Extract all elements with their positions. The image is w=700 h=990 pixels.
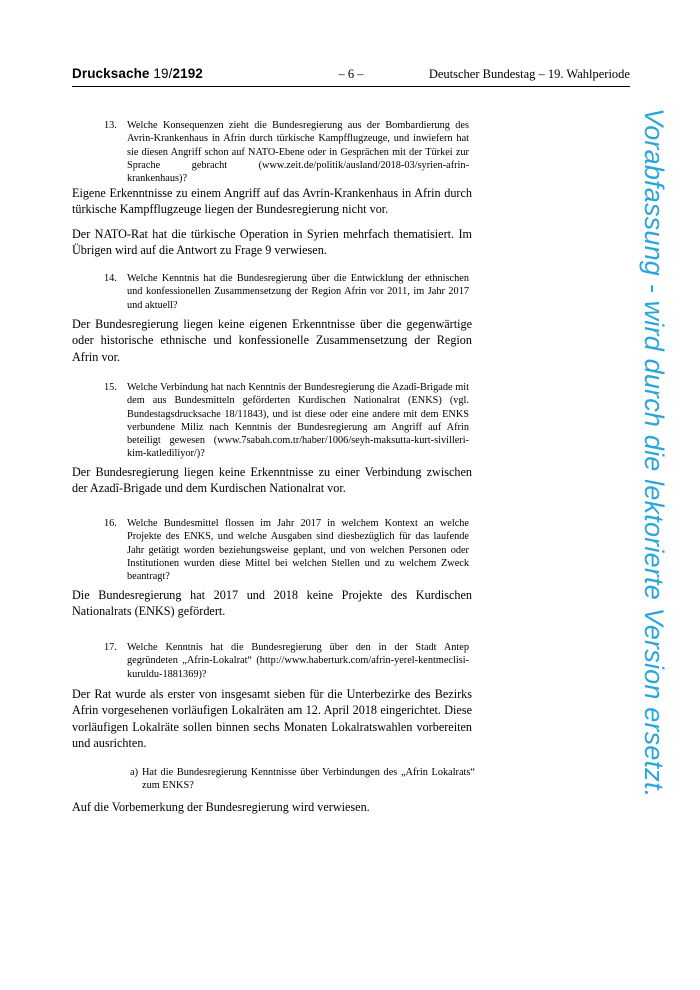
doc-number: 2192 — [172, 66, 203, 81]
doc-period: 19/ — [153, 66, 173, 81]
question-text: Welche Kenntnis hat die Bundesregierung über den in der Stadt Antep gegründeten „Afrin-Lokalrat“ (http://www.haberturk.com/afrin-yerel-kentmeclisi-kuruldu-1881369)? — [127, 642, 469, 680]
answer-paragraph: Der Rat wurde als erster von insgesamt sieben für die Unterbezirke des Bezirks Afrin vorgesehenen vorläufigen Lokalräten am 12. April 2018 eingerichtet. Diese vorläufigen Lokalräte sollen binnen sechs Monaten Lokalratswahlen vorbereiten und ausrichten. — [72, 687, 472, 751]
page-header — [72, 66, 630, 87]
sub-question-block — [130, 766, 475, 793]
question-number: 13. — [104, 120, 117, 131]
draft-watermark — [634, 108, 684, 908]
doc-label: Drucksache — [72, 66, 150, 81]
answer-paragraph: Der NATO-Rat hat die türkische Operation in Syrien mehrfach thematisiert. Im Übrigen wird auf die Antwort zu Frage 9 verwiesen. — [72, 227, 472, 258]
page-number: – 6 – — [338, 67, 364, 81]
question-number: 15. — [104, 382, 117, 393]
answer-paragraph: Eigene Erkenntnisse zu einem Angriff auf das Avrin-Krankenhaus in Afrin durch türkische Kampfflugzeuge liegen der Bundesregierung nicht vor. — [72, 186, 472, 217]
question-number: a) — [130, 767, 138, 778]
question-block — [104, 381, 469, 461]
question-block — [104, 272, 469, 312]
question-block — [104, 119, 469, 185]
question-number: 17. — [104, 642, 117, 653]
question-text: Welche Bundesmittel flossen im Jahr 2017 in welchem Kontext an welche Projekte des ENKS, und welche Ausgaben sind diesbezüglich für das laufende Jahr getätigt worden beziehungsweise geplant, und von welchen Personen oder Institutionen wurden diese Mittel bei welchen Stellen und zu welchem Zweck beantragt? — [127, 518, 469, 583]
question-text: Welche Kenntnis hat die Bundesregierung über die Entwicklung der ethnischen und konfessionellen Zusammensetzung der Region Afrin vor 2011, im Jahr 2017 und aktuell? — [127, 273, 469, 311]
question-text: Welche Verbindung hat nach Kenntnis der Bundesregierung die Azadî-Brigade mit dem aus Bundesmitteln geförderten Kurdischen Nationalrat (ENKS) (vgl. Bundestagsdrucksache 18/11843), und ist diese oder eine andere mit dem ENKS verbundene Miliz nach Kenntnis der Bundesregierung am Angriff auf Afrin beteiligt gewesen (www.7sabah.com.tr/haber/1006/seyh-maksutta-kurt-sivilleri-kim-katlediliyor/)? — [127, 382, 469, 460]
question-block — [104, 641, 469, 681]
draft-watermark-text: Vorabfassung - wird durch die lektorierte Version ersetzt. — [639, 108, 669, 798]
institution-period: Deutscher Bundestag – 19. Wahlperiode — [428, 67, 630, 81]
answer-paragraph: Die Bundesregierung hat 2017 und 2018 keine Projekte des Kurdischen Nationalrats (ENKS) gefördert. — [72, 588, 472, 619]
question-text: Welche Konsequenzen zieht die Bundesregierung aus der Bombardierung des Avrin-Krankenhaus in Afrin durch türkische Kampfflugzeuge, und inwiefern hat sie diesen Angriff schon auf NATO-Ebene oder in Gesprächen mit der Türkei zur Sprache gebracht (www.zeit.de/politik/ausland/2018-03/syrien-afrin-krankenhaus)? — [127, 120, 469, 185]
question-number: 14. — [104, 273, 117, 284]
answer-paragraph: Der Bundesregierung liegen keine Erkenntnisse zu einer Verbindung zwischen der Azadî-Brigade und dem Kurdischen Nationalrat vor. — [72, 465, 472, 496]
question-text: Hat die Bundesregierung Kenntnisse über Verbindungen des „Afrin Lokalrats“ zum ENKS? — [142, 767, 475, 792]
question-block — [104, 517, 469, 583]
question-number: 16. — [104, 518, 117, 529]
answer-paragraph: Auf die Vorbemerkung der Bundesregierung wird verwiesen. — [72, 800, 370, 814]
answer-paragraph: Der Bundesregierung liegen keine eigenen Erkenntnisse über die gegenwärtige oder historische ethnische und konfessionelle Zusammensetzung der Region Afrin vor. — [72, 317, 472, 364]
